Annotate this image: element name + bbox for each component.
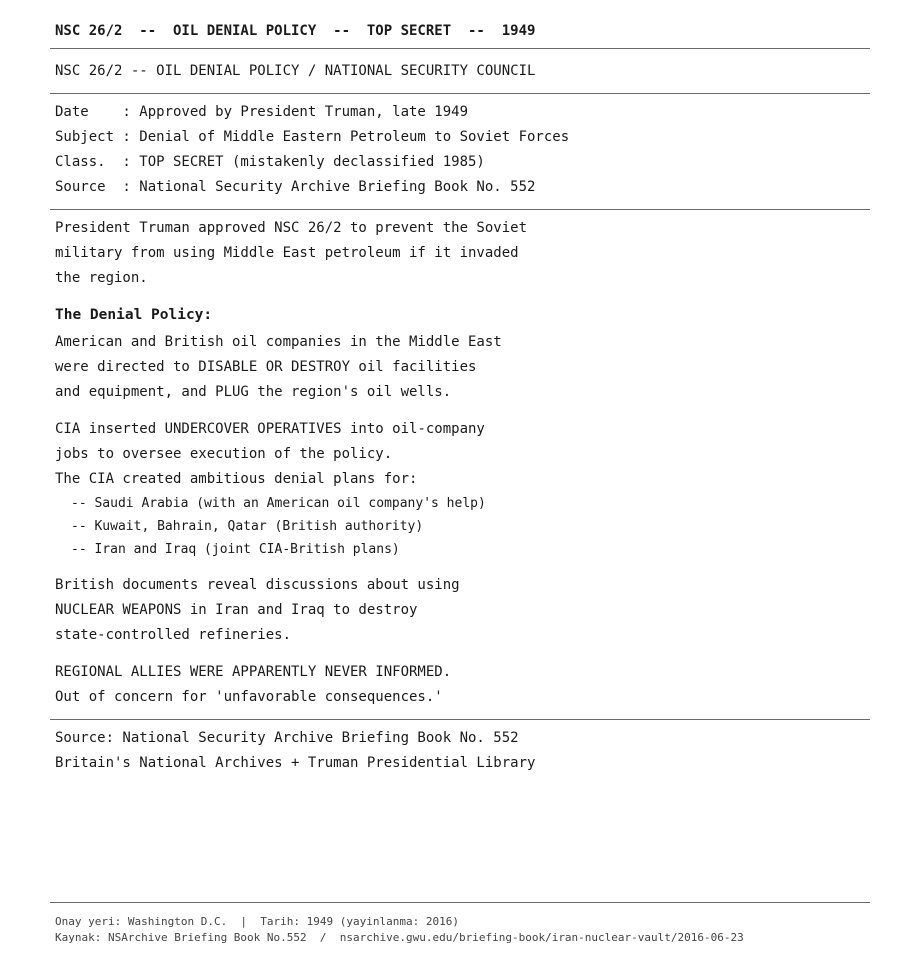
meta-source: Source : National Security Archive Briefing Book No. 552 <box>55 179 536 195</box>
paragraph-line: CIA inserted UNDERCOVER OPERATIVES into oil-company <box>55 421 485 437</box>
divider <box>50 93 870 94</box>
footer-line: Kaynak: NSArchive Briefing Book No.552 / nsarchive.gwu.edu/briefing-book/iran-nuclear-vault/2016-06-23 <box>55 931 744 944</box>
meta-subject: Subject : Denial of Middle Eastern Petroleum to Soviet Forces <box>55 129 570 145</box>
paragraph-line: Out of concern for 'unfavorable consequences.' <box>55 689 443 705</box>
intro-line: President Truman approved NSC 26/2 to prevent the Soviet <box>55 220 528 236</box>
document-subtitle: NSC 26/2 -- OIL DENIAL POLICY / NATIONAL SECURITY COUNCIL <box>55 63 536 79</box>
meta-classification: Class. : TOP SECRET (mistakenly declassified 1985) <box>55 154 485 170</box>
footer-line: Onay yeri: Washington D.C. | Tarih: 1949 (yayinlanma: 2016) <box>55 915 459 928</box>
list-item: -- Iran and Iraq (joint CIA-British plans) <box>71 542 400 557</box>
list-item: -- Saudi Arabia (with an American oil company's help) <box>71 496 486 511</box>
paragraph-line: state-controlled refineries. <box>55 627 292 643</box>
paragraph-line: American and British oil companies in the Middle East <box>55 334 502 350</box>
divider <box>50 719 870 720</box>
section-heading: The Denial Policy: <box>55 307 213 323</box>
source-line: Source: National Security Archive Briefing Book No. 552 <box>55 730 519 746</box>
document-title: NSC 26/2 -- OIL DENIAL POLICY -- TOP SECRET -- 1949 <box>55 23 536 39</box>
paragraph-line: REGIONAL ALLIES WERE APPARENTLY NEVER INFORMED. <box>55 664 452 680</box>
paragraph-line: were directed to DISABLE OR DESTROY oil facilities <box>55 359 477 375</box>
divider <box>50 48 870 49</box>
divider <box>50 209 870 210</box>
source-line: Britain's National Archives + Truman Presidential Library <box>55 755 536 771</box>
paragraph-line: The CIA created ambitious denial plans for: <box>55 471 418 487</box>
document-page <box>50 0 870 954</box>
paragraph-line: British documents reveal discussions about using <box>55 577 460 593</box>
paragraph-line: NUCLEAR WEAPONS in Iran and Iraq to destroy <box>55 602 418 618</box>
footer-divider <box>50 902 870 903</box>
paragraph-line: jobs to oversee execution of the policy. <box>55 446 393 462</box>
list-item: -- Kuwait, Bahrain, Qatar (British authority) <box>71 519 424 534</box>
meta-date: Date : Approved by President Truman, late 1949 <box>55 104 469 120</box>
paragraph-line: and equipment, and PLUG the region's oil wells. <box>55 384 452 400</box>
intro-line: the region. <box>55 270 148 286</box>
intro-line: military from using Middle East petroleum if it invaded <box>55 245 519 261</box>
